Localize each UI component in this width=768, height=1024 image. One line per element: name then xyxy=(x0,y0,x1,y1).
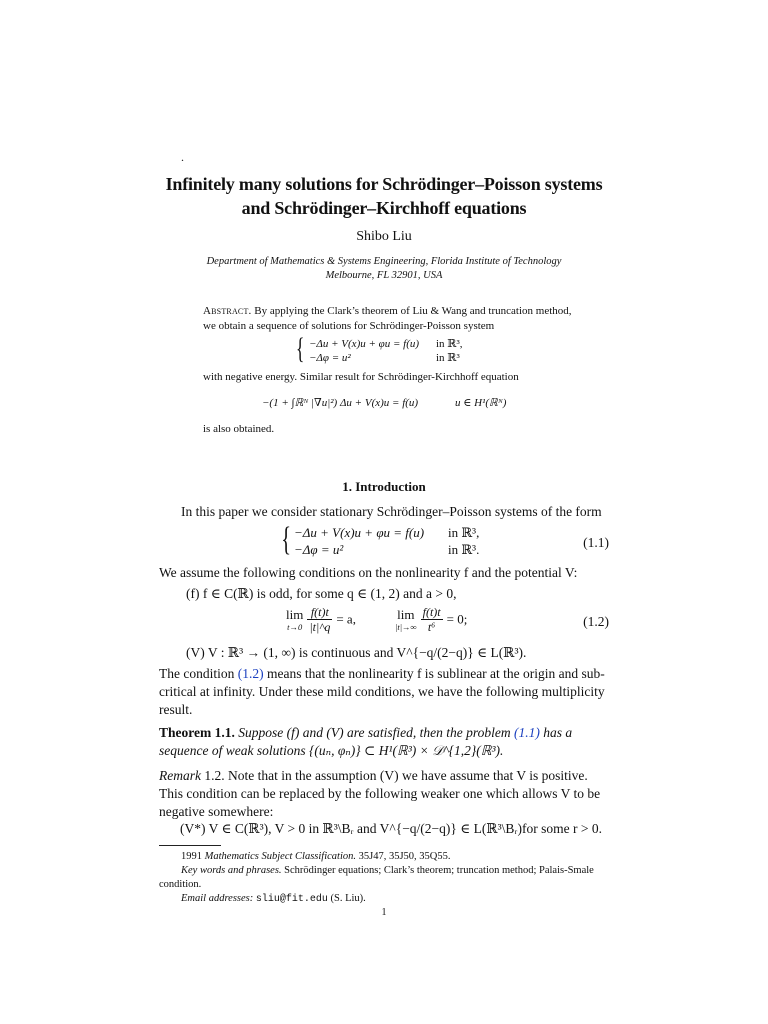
remark-text: Note that in the assumption (V) we have assume that V is positive. This condition can be replaced by the following weaker one which allows V to be negative somewhere: xyxy=(159,768,601,819)
abstract-label: Abstract. xyxy=(203,305,252,317)
footnote-msc xyxy=(159,850,611,864)
abstract-line-2: we obtain a sequence of solutions for Schrödinger-Poisson system xyxy=(203,320,495,332)
limit-2-denominator: t⁶ xyxy=(427,620,436,634)
affiliation-line-1: Department of Mathematics & Systems Engineering, Florida Institute of Technology xyxy=(206,256,562,267)
footnote-email xyxy=(159,892,611,907)
abstract-sys-eq1-cond: in ℝ³, xyxy=(436,338,463,350)
limit-1-fraction xyxy=(307,605,332,634)
page-number: 1 xyxy=(381,907,387,918)
email-label: Email addresses: xyxy=(181,893,254,904)
limit-2-word: lim xyxy=(397,606,415,622)
condition-v: (V) V : ℝ³ → (1, ∞) is continuous and V^{−q/(2−q)} ∈ L(ℝ³). xyxy=(186,645,527,660)
title-line-1: Infinitely many solutions for Schrödinger–Poisson systems xyxy=(165,174,603,194)
limit-1-rhs: = a, xyxy=(336,611,356,627)
remark-1-2 xyxy=(159,767,609,821)
theorem-1-1 xyxy=(159,724,609,760)
kirchhoff-equation: −(1 + ∫ℝᴺ |∇u|²) Δu + V(x)u = f(u) xyxy=(262,397,419,409)
paragraph-condition xyxy=(159,665,609,719)
theorem-heading: Theorem 1.1. xyxy=(159,725,235,740)
brace-glyph: { xyxy=(295,332,305,365)
para2-text-b: means that the nonlinearity f is sublinear at the origin and sub-critical at infinity. Under these mild conditions, we have the following multiplicity result. xyxy=(159,666,605,717)
author: Shibo Liu xyxy=(356,229,412,244)
affiliation-line-2: Melbourne, FL 32901, USA xyxy=(325,270,443,281)
limit-2-operator xyxy=(395,608,417,632)
limit-2-numerator: f(t)t xyxy=(422,605,441,619)
footnotes xyxy=(159,850,611,907)
limit-2-rhs: = 0; xyxy=(446,611,468,627)
msc-codes: 35J47, 35J50, 35Q55. xyxy=(358,851,451,862)
kirchhoff-condition: u ∈ H¹(ℝᴺ) xyxy=(455,397,507,409)
keywords-label: Key words and phrases. xyxy=(181,865,282,876)
eq11-line-2: −Δφ = u² xyxy=(294,542,344,557)
limit-1-denominator: |t|^q xyxy=(309,620,331,634)
eq-ref-1-2-link[interactable]: (1.2) xyxy=(237,666,264,681)
condition-f: (f) f ∈ C(ℝ) is odd, for some q ∈ (1, 2) and a > 0, xyxy=(186,586,457,601)
abstract-line-4: is also obtained. xyxy=(203,423,275,435)
eq-number-1-1: (1.1) xyxy=(583,535,609,550)
limit-2-sub: |t|→∞ xyxy=(395,621,417,632)
footnote-rule xyxy=(159,845,221,846)
abstract-sys-eq2: −Δφ = u² xyxy=(309,352,351,364)
theorem-text-b: has a sequence of weak solutions {(uₙ, φₙ)} ⊂ H¹(ℝ³) × 𝒟^{1,2}(ℝ³). xyxy=(159,725,573,758)
brace-glyph: { xyxy=(281,521,292,558)
abstract-line-1 xyxy=(203,304,575,319)
msc-label: Mathematics Subject Classification. xyxy=(204,851,356,862)
email-address[interactable]: sliu@fit.edu xyxy=(255,894,328,905)
para2-text-a: The condition xyxy=(159,666,235,681)
keywords-text: Schrödinger equations; Clark’s theorem; truncation method; Palais-Smale condition. xyxy=(159,865,594,890)
equation-1-1 xyxy=(278,521,518,559)
stray-dot: . xyxy=(181,150,184,164)
footnote-keywords xyxy=(159,864,611,892)
abstract-line-3: with negative energy. Similar result for Schrödinger-Kirchhoff equation xyxy=(203,371,519,383)
eq-ref-1-1-link[interactable]: (1.1) xyxy=(513,725,540,740)
eq11-line-1-cond: in ℝ³, xyxy=(448,525,480,540)
abstract-sys-eq2-cond: in ℝ³ xyxy=(436,352,460,364)
eq11-line-2-cond: in ℝ³. xyxy=(448,542,480,557)
limit-1 xyxy=(286,605,356,634)
limit-1-operator xyxy=(286,608,303,632)
limit-2-fraction xyxy=(421,605,443,634)
section-heading: 1. Introduction xyxy=(342,479,426,494)
limit-2 xyxy=(395,605,467,634)
limit-1-word: lim xyxy=(286,606,304,622)
email-owner: (S. Liu). xyxy=(330,893,366,904)
intro-paragraph: In this paper we consider stationary Schrödinger–Poisson systems of the form xyxy=(181,504,602,519)
remark-heading: Remark xyxy=(159,768,201,783)
condition-v-star: (V*) V ∈ C(ℝ³), V > 0 in ℝ³\Bᵣ and V^{−q/(2−q)} ∈ L(ℝ³\Bᵣ)for some r > 0. xyxy=(180,821,602,836)
title-line-2: and Schrödinger–Kirchhoff equations xyxy=(241,198,527,218)
msc-year: 1991 xyxy=(181,851,202,862)
affiliation xyxy=(140,255,628,283)
paper-title xyxy=(100,172,668,220)
theorem-text-a: Suppose (f) and (V) are satisfied, then the problem xyxy=(238,725,511,740)
abstract-text-1: By applying the Clark’s theorem of Liu & Wang and truncation method, xyxy=(254,305,572,317)
eq-number-1-2: (1.2) xyxy=(583,614,609,629)
eq11-line-1: −Δu + V(x)u + φu = f(u) xyxy=(294,525,425,540)
abstract-sys-eq1: −Δu + V(x)u + φu = f(u) xyxy=(309,338,420,350)
assumption-line: We assume the following conditions on the nonlinearity f and the potential V: xyxy=(159,565,578,580)
limit-1-numerator: f(t)t xyxy=(307,605,332,620)
remark-number: 1.2. xyxy=(204,768,225,783)
limit-1-sub: t→0 xyxy=(287,621,303,632)
